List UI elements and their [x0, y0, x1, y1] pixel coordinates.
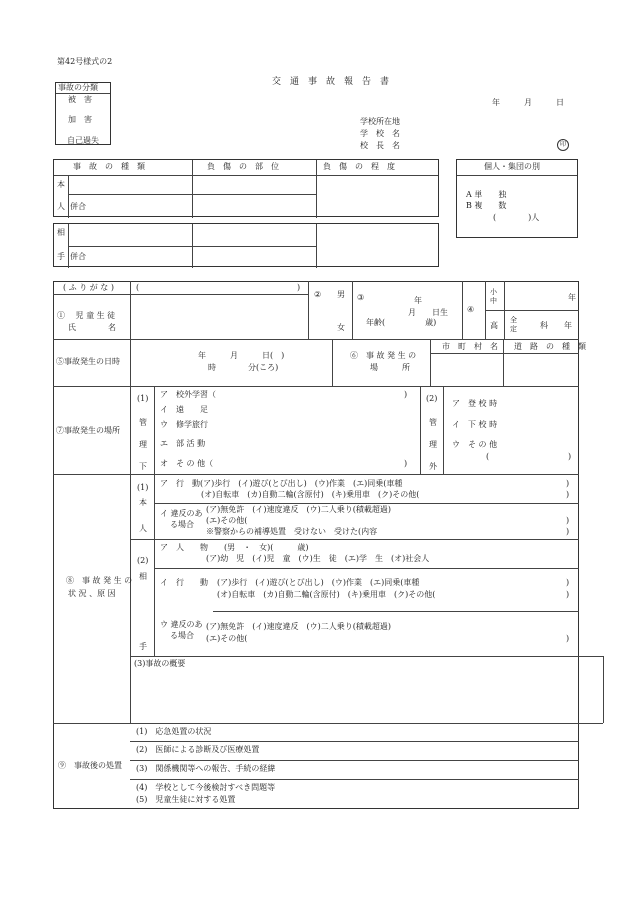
self-violation-label2: る場合	[170, 520, 194, 529]
school-name-label: 学 校 名	[360, 129, 400, 138]
furigana-open: (	[136, 283, 140, 292]
form-number: 第42号様式の2	[57, 57, 113, 66]
other-person-type[interactable]: (ア)幼 児 (イ)児 童 (ウ)生 徒 (エ)学 生 (オ)社会人	[206, 554, 430, 563]
self-action-1-close: )	[566, 479, 570, 488]
after-first-aid[interactable]: (1) 応急処置の状況	[136, 727, 212, 736]
principal-name-label: 校 長 名	[360, 141, 400, 150]
col-injury-degree: 負 傷 の 程 度	[323, 162, 395, 171]
loc-field-trip[interactable]: ア 校外学習（	[160, 390, 216, 399]
category-perpetrator[interactable]: 加 害	[68, 115, 92, 124]
other-violation-2[interactable]: (エ)その他(	[206, 634, 248, 643]
outside-number: (2)	[426, 394, 438, 403]
document-title: 交 通 事 故 報 告 書	[272, 77, 390, 87]
gender-male[interactable]: 男	[337, 290, 345, 299]
self-action-2[interactable]: (オ)自転車 (カ)自動二輪(含原付) (キ)乗用車 (ク)その他(	[201, 490, 420, 499]
managed-number: (1)	[137, 394, 149, 403]
other-violation-close: )	[566, 634, 570, 643]
datetime-label: ⑤事故発生の日時	[56, 357, 120, 366]
col-injury-part: 負 傷 の 部 位	[207, 162, 279, 171]
managed-char-1: 管	[139, 418, 147, 427]
course-type[interactable]: 全 定	[510, 316, 517, 333]
loc-from-school[interactable]: イ 下 校 時	[452, 420, 498, 429]
situation-other-number: (2)	[137, 556, 149, 565]
self-violation-close: )	[566, 516, 570, 525]
category-self-fault[interactable]: 自己過失	[67, 136, 99, 145]
loc-to-school[interactable]: ア 登 校 時	[452, 399, 498, 408]
situation-label2: 状 況 、原 因	[68, 589, 116, 598]
summary-table-other	[53, 223, 439, 267]
situation-self-char-1: 本	[139, 498, 147, 507]
gender-female[interactable]: 女	[337, 323, 345, 332]
loc-school-trip[interactable]: ウ 修学旅行	[160, 420, 208, 429]
other-violation-label2: る場合	[170, 631, 194, 640]
other-action-label: イ 行 動	[160, 578, 208, 587]
category-victim[interactable]: 被 害	[68, 95, 92, 104]
other-combined: 併合	[70, 252, 86, 261]
self-combined: 併合	[70, 202, 86, 211]
after-medical[interactable]: (2) 医師による診断及び医療処置	[136, 745, 260, 754]
individual-group-title: 個人・集団の別	[484, 162, 540, 171]
main-form-table	[53, 281, 579, 809]
self-violation-2[interactable]: (エ)その他(	[206, 516, 248, 525]
self-action-1[interactable]: ア 行 動(ア)歩行 (イ)遊び(とび出し) (ウ)作業 (エ)同乗(車種	[160, 479, 403, 488]
situation-self-number: (1)	[137, 483, 149, 492]
situation-other-char-1: 相	[139, 572, 147, 581]
gender-number: ②	[314, 290, 322, 299]
category-title: 事故の分類	[58, 83, 98, 92]
outside-char-2: 理	[429, 440, 437, 449]
school-level-elem-mid[interactable]: 小 中	[490, 288, 497, 305]
col-accident-type: 事 故 の 種 類	[73, 162, 145, 171]
managed-char-3: 下	[139, 462, 147, 471]
managed-char-2: 理	[139, 440, 147, 449]
road-type-label: 道 路 の 種 類	[514, 342, 586, 351]
loc-other-outside-close: )	[568, 452, 572, 461]
self-violation-label: イ 違反のあ	[160, 509, 203, 518]
birth-year: 年	[414, 296, 422, 305]
self-violation-1[interactable]: (ア)無免許 (イ)速度違反 (ウ)二人乗り(積載超過)	[206, 505, 391, 514]
self-label-1: 本	[57, 180, 65, 189]
place-label2: 場 所	[370, 363, 410, 372]
after-accident-label: ⑨ 事故後の処置	[58, 761, 122, 770]
other-action-1-close: )	[566, 578, 570, 587]
situation-label: ⑧ 事 故 発 生 の	[66, 576, 133, 585]
other-violation-1[interactable]: (ア)無免許 (イ)速度違反 (ウ)二人乗り(積載超過)	[206, 622, 391, 631]
datetime-time[interactable]: 時 分(ころ)	[208, 363, 279, 372]
police-guidance-close: )	[566, 527, 570, 536]
other-action-2-close: )	[566, 590, 570, 599]
student-name-label2: 氏 名	[68, 323, 116, 332]
situation-other-char-2: 手	[139, 642, 147, 651]
other-action-2[interactable]: (オ)自転車 (カ)自動二輪(含原付) (キ)乗用車 (ク)その他(	[217, 590, 436, 599]
city-name-label: 市 町 村 名	[442, 342, 498, 351]
self-label-2: 人	[57, 202, 65, 211]
loc-other[interactable]: オ そ の 他（	[160, 459, 214, 468]
age-field[interactable]: 年齢( 歳)	[366, 318, 437, 327]
individual-option[interactable]: A 単 独	[466, 190, 507, 199]
outside-char-3: 外	[429, 462, 437, 471]
accident-overview-label: (3)事故の概要	[134, 659, 186, 668]
school-level-high[interactable]: 高	[490, 321, 498, 330]
grade-number: ④	[467, 305, 475, 314]
other-violation-label: ウ 違反のあ	[160, 620, 203, 629]
loc-field-trip-close: )	[404, 390, 408, 399]
situation-self-char-2: 人	[139, 524, 147, 533]
grade-year: 年	[568, 293, 576, 302]
outside-char-1: 管	[429, 418, 437, 427]
loc-other-close: )	[404, 459, 408, 468]
loc-club-activity[interactable]: エ 部 活 動	[160, 439, 206, 448]
birth-month-day: 月 日生	[408, 308, 448, 317]
other-label-1: 相	[57, 228, 65, 237]
location-label: ⑦事故発生の場所	[56, 426, 120, 435]
other-label-2: 手	[57, 252, 65, 261]
after-report[interactable]: (3) 関係機関等への報告、手続の経緯	[136, 764, 276, 773]
furigana-label: ( ふ り が な )	[63, 283, 114, 292]
loc-other-outside[interactable]: ウ そ の 他	[452, 440, 498, 449]
seal-icon: 印	[557, 139, 569, 151]
group-count[interactable]: ( )人	[493, 213, 540, 222]
report-date[interactable]: 年 月 日	[492, 98, 564, 107]
student-name-label: ① 児 童 生 徒	[57, 311, 116, 320]
after-issues[interactable]: (4) 学校として今後検討すべき問題等	[136, 783, 276, 792]
datetime-date[interactable]: 年 月 日( )	[198, 351, 285, 360]
school-address-label: 学校所在地	[360, 117, 400, 126]
course-grade: 科 年	[540, 321, 572, 330]
loc-excursion[interactable]: イ 遠 足	[160, 405, 208, 414]
police-guidance[interactable]: ※警察からの補導処置 受けない 受けた(内容	[206, 527, 378, 536]
other-person[interactable]: ア 人 物 (男 ・ 女)( 歳)	[160, 543, 309, 552]
furigana-close: )	[297, 283, 301, 292]
loc-other-outside-open: (	[486, 452, 490, 461]
self-action-2-close: )	[566, 490, 570, 499]
birth-number: ③	[357, 293, 365, 302]
after-student-measures[interactable]: (5) 児童生徒に対する処置	[136, 795, 236, 804]
other-action-1[interactable]: (ア)歩行 (イ)遊び(とび出し) (ウ)作業 (エ)同乗(車種	[217, 578, 420, 587]
place-label: ⑥ 事 故 発 生 の	[350, 351, 417, 360]
group-option[interactable]: B 複 数	[466, 201, 507, 210]
